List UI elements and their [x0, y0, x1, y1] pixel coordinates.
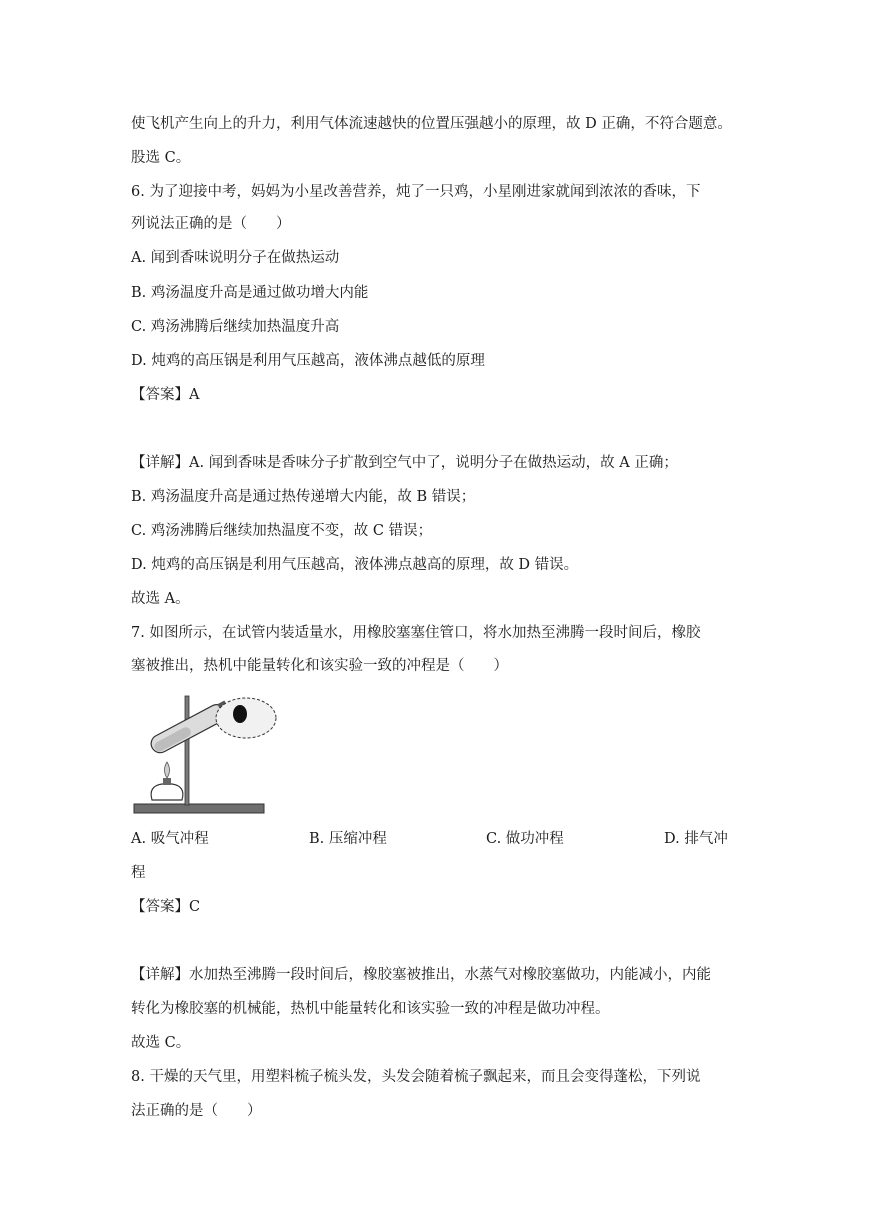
question-6-conclusion: 故选 A。: [131, 591, 190, 607]
question-6-option-a: A. 闻到香味说明分子在做热运动: [131, 250, 340, 266]
question-6-stem-cont: 列说法正确的是（ ）: [131, 216, 291, 232]
question-7-option-a: A. 吸气冲程: [131, 831, 209, 847]
question-7-explanation: 【详解】水加热至沸腾一段时间后，橡胶塞被推出，水蒸气对橡胶塞做功，内能减小，内能: [131, 967, 711, 983]
question-7-option-c: C. 做功冲程: [486, 831, 564, 847]
question-6-explanation-c: C. 鸡汤沸腾后继续加热温度不变，故 C 错误；: [131, 523, 433, 539]
text-line-conclusion: 股选 C。: [131, 150, 191, 166]
question-6-explanation-b: B. 鸡汤温度升高是通过热传递增大内能，故 B 错误；: [131, 489, 476, 505]
question-6-option-b: B. 鸡汤温度升高是通过做功增大内能: [131, 285, 369, 301]
question-7-option-b: B. 压缩冲程: [309, 831, 387, 847]
question-8-stem-cont: 法正确的是（ ）: [131, 1103, 262, 1119]
question-6-explanation: 【详解】A. 闻到香味是香味分子扩散到空气中了，说明分子在做热运动，故 A 正确；: [131, 455, 678, 471]
question-7-option-d: D. 排气冲: [664, 831, 728, 847]
question-7-stem-cont: 塞被推出，热机中能量转化和该实验一致的冲程是（ ）: [131, 658, 508, 674]
question-7-stem: 7. 如图所示，在试管内装适量水，用橡胶塞塞住管口，将水加热至沸腾一段时间后，橡胶: [131, 625, 701, 641]
question-6-stem: 6. 为了迎接中考，妈妈为小星改善营养，炖了一只鸡，小星刚进家就闻到浓浓的香味，下: [131, 184, 701, 200]
question-6-option-c: C. 鸡汤沸腾后继续加热温度升高: [131, 319, 340, 335]
question-7-option-d-wrap: 程: [131, 865, 146, 881]
question-6-answer: 【答案】A: [131, 387, 200, 403]
question-7-conclusion: 故选 C。: [131, 1035, 191, 1051]
text-line-continuation: 使飞机产生向上的升力，利用气体流速越快的位置压强越小的原理，故 D 正确，不符合题意。: [131, 116, 732, 132]
test-tube-experiment-figure: [128, 688, 288, 818]
question-6-option-d: D. 炖鸡的高压锅是利用气压越高，液体沸点越低的原理: [131, 353, 485, 369]
question-7-answer: 【答案】C: [131, 899, 201, 915]
question-7-explanation-cont: 转化为橡胶塞的机械能，热机中能量转化和该实验一致的冲程是做功冲程。: [131, 1001, 610, 1017]
question-6-explanation-d: D. 炖鸡的高压锅是利用气压越高，液体沸点越高的原理，故 D 错误。: [131, 557, 579, 573]
question-8-stem: 8. 干燥的天气里，用塑料梳子梳头发，头发会随着梳子飘起来，而且会变得蓬松，下列说: [131, 1069, 701, 1085]
